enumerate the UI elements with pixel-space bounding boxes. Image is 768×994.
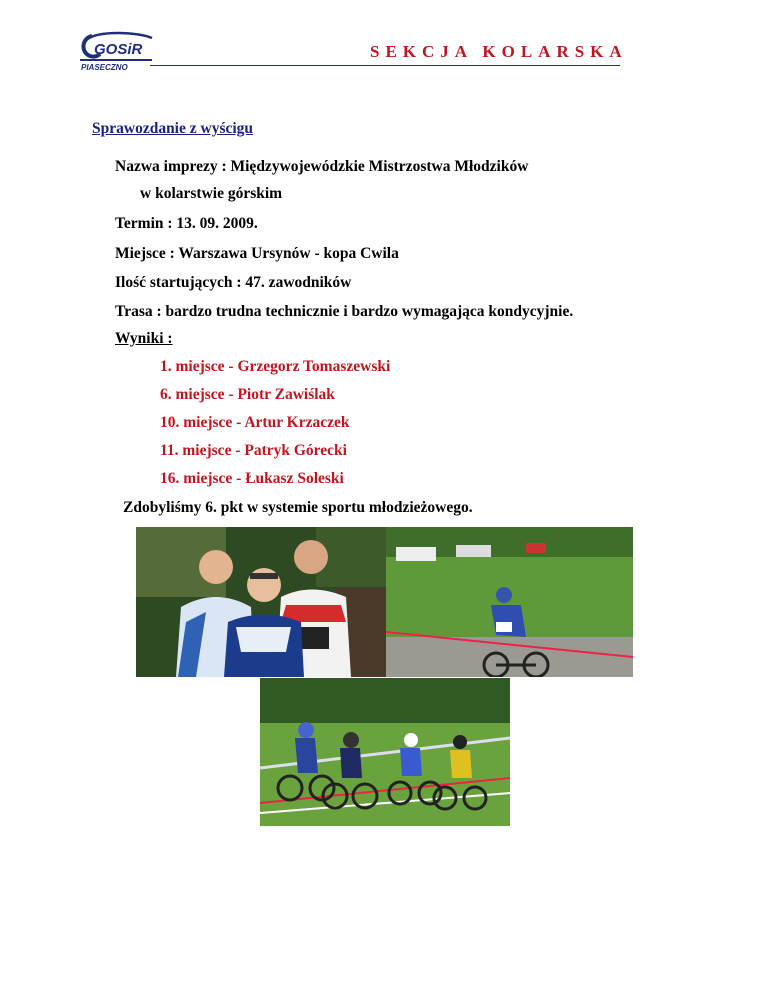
summary-text: Zdobyliśmy 6. pkt w systemie sportu młodzieżowego. xyxy=(123,499,473,516)
event-name-line2: w kolarstwie górskim xyxy=(140,185,283,202)
result-item: 16. miejsce - Łukasz Soleski xyxy=(160,470,344,487)
results-label: Wyniki : xyxy=(115,330,173,347)
report-heading: Sprawozdanie z wyścigu xyxy=(92,120,254,137)
logo-subtext: PIASECZNO xyxy=(81,63,128,72)
result-item: 1. miejsce - Grzegorz Tomaszewski xyxy=(160,358,391,375)
route-description: Trasa : bardzo trudna technicznie i bardzo wymagająca kondycyjnie. xyxy=(115,303,574,320)
photo-rider-hill xyxy=(386,527,633,677)
gosir-logo xyxy=(78,30,156,72)
photo-riders-podium xyxy=(136,527,386,677)
section-title: SEKCJA KOLARSKA xyxy=(370,42,628,61)
result-item: 11. miejsce - Patryk Górecki xyxy=(160,442,347,459)
result-item: 10. miejsce - Artur Krzaczek xyxy=(160,414,350,431)
event-place: Miejsce : Warszawa Ursynów - kopa Cwila xyxy=(115,245,399,262)
photo-riders-group xyxy=(260,678,510,826)
event-date: Termin : 13. 09. 2009. xyxy=(115,215,258,232)
header-divider xyxy=(150,65,620,66)
logo-text: GOSiR xyxy=(94,41,143,58)
result-item: 6. miejsce - Piotr Zawiślak xyxy=(160,386,335,403)
participants-count: Ilość startujących : 47. zawodników xyxy=(115,274,352,291)
event-name-line1: Nazwa imprezy : Międzywojewódzkie Mistrzostwa Młodzików xyxy=(115,158,529,175)
